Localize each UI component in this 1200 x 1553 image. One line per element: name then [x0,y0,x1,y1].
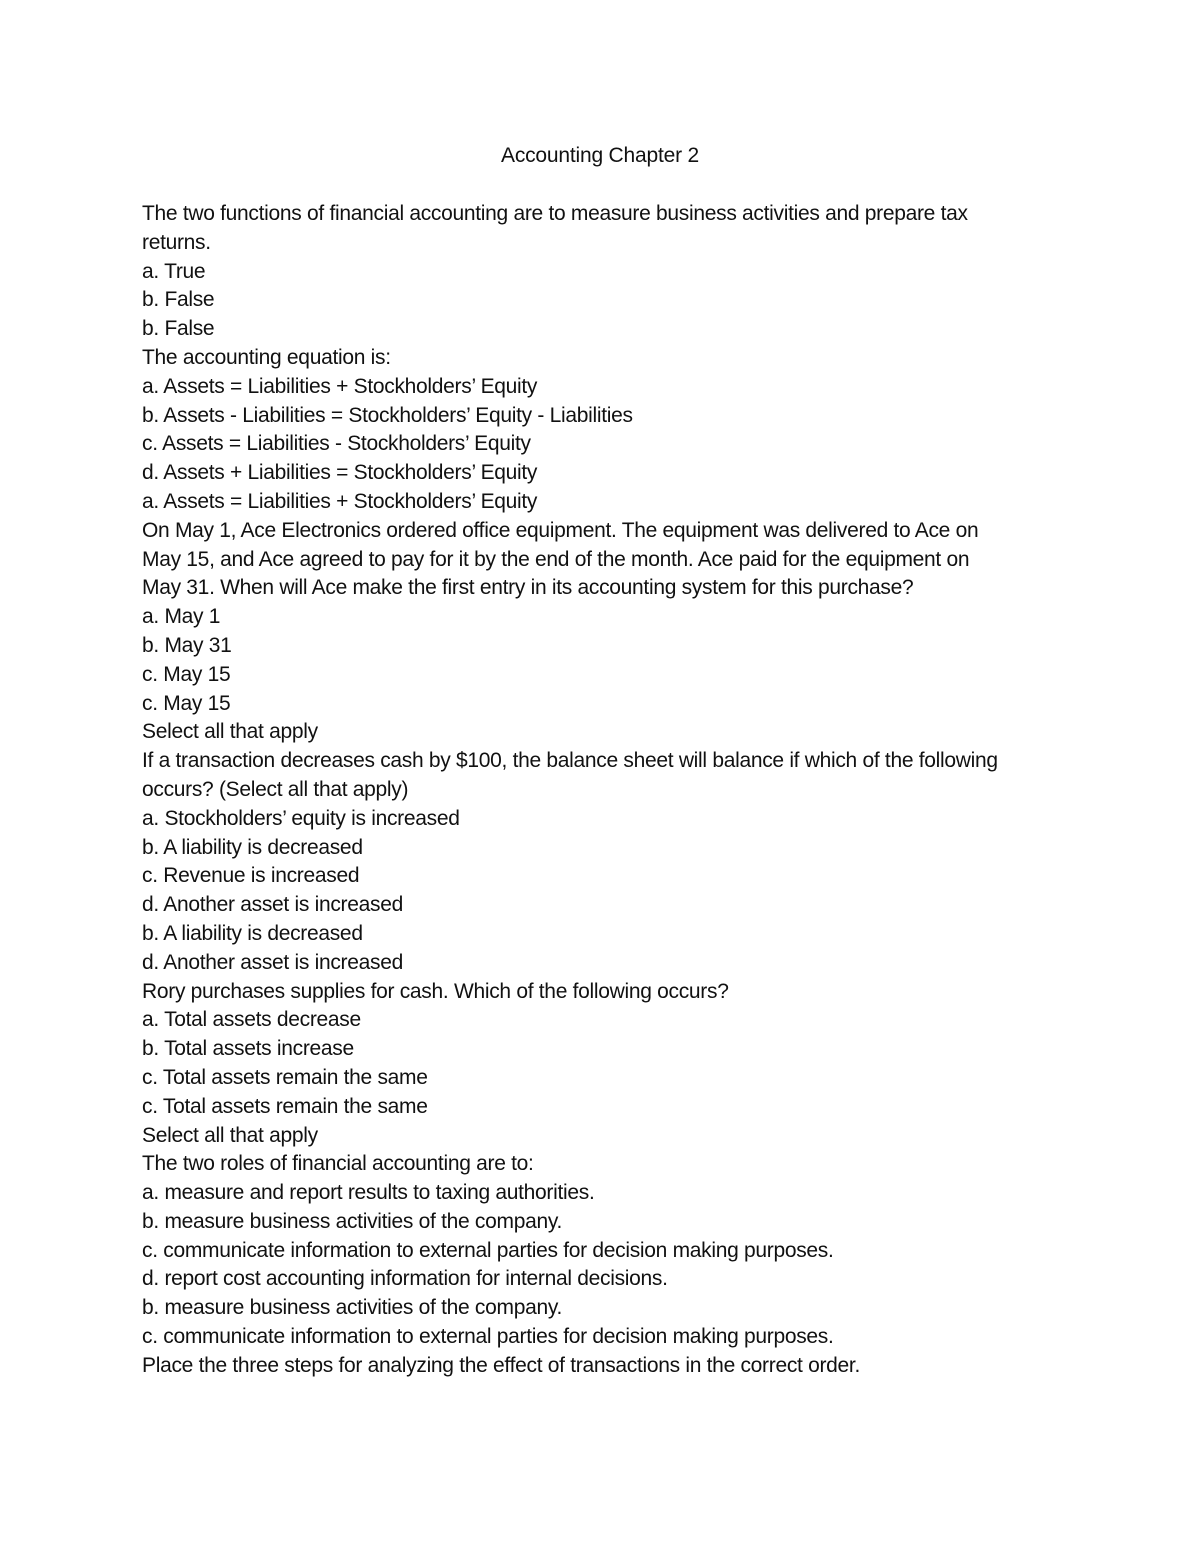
question-text: The two roles of financial accounting are to: [142,1152,534,1176]
answer-option: b. May 31 [142,633,232,657]
answer-option: d. report cost accounting information for internal decisions. [142,1267,668,1291]
answer-key: c. communicate information to external parties for decision making purposes. [142,1325,834,1349]
answer-option: c. Revenue is increased [142,864,360,888]
answer-option: c. communicate information to external parties for decision making purposes. [142,1238,834,1262]
answer-option: d. Another asset is increased [142,893,403,917]
document-title: Accounting Chapter 2 [501,144,699,167]
answer-option: b. False [142,288,215,312]
question-text: On May 1, Ace Electronics ordered office equipment. The equipment was delivered to Ace on [142,518,979,542]
answer-option: a. Assets = Liabilities + Stockholders’ Equity [142,374,538,398]
question-text: Rory purchases supplies for cash. Which of the following occurs? [142,979,729,1003]
answer-key: b. False [142,317,215,341]
answer-option: b. A liability is decreased [142,835,363,859]
question-text: Place the three steps for analyzing the effect of transactions in the correct order. [142,1353,860,1377]
answer-key: c. May 15 [142,691,231,715]
answer-option: c. Total assets remain the same [142,1065,428,1089]
answer-option: b. measure business activities of the company. [142,1209,563,1233]
answer-option: a. True [142,259,206,283]
instruction-text: Select all that apply [142,1123,318,1147]
question-text: The accounting equation is: [142,345,391,369]
answer-option: b. Total assets increase [142,1037,354,1061]
answer-key: b. measure business activities of the company. [142,1296,563,1320]
instruction-text: Select all that apply [142,720,318,744]
answer-option: a. Stockholders’ equity is increased [142,806,460,830]
answer-option: a. Total assets decrease [142,1008,361,1032]
question-text: May 15, and Ace agreed to pay for it by the end of the month. Ace paid for the equipment on [142,547,970,571]
question-text: occurs? (Select all that apply) [142,777,409,801]
answer-option: c. Assets = Liabilities - Stockholders’ Equity [142,432,531,456]
question-text: If a transaction decreases cash by $100, the balance sheet will balance if which of the following [142,749,998,773]
answer-option: d. Assets + Liabilities = Stockholders’ Equity [142,461,538,485]
question-text: May 31. When will Ace make the first entry in its accounting system for this purchase? [142,576,914,600]
answer-option: c. May 15 [142,662,231,686]
answer-key: a. Assets = Liabilities + Stockholders’ Equity [142,489,538,513]
answer-option: a. May 1 [142,605,221,629]
answer-key: b. A liability is decreased [142,921,363,945]
text-line: The two functions of financial accounting are to measure business activities and prepare tax [142,202,968,225]
document-body [142,200,1072,1381]
answer-key: d. Another asset is increased [142,950,403,974]
answer-option: b. Assets - Liabilities = Stockholders’ Equity - Liabilities [142,403,633,427]
answer-option: a. measure and report results to taxing authorities. [142,1181,595,1205]
answer-key: c. Total assets remain the same [142,1094,428,1118]
text-line: returns. [142,230,211,254]
